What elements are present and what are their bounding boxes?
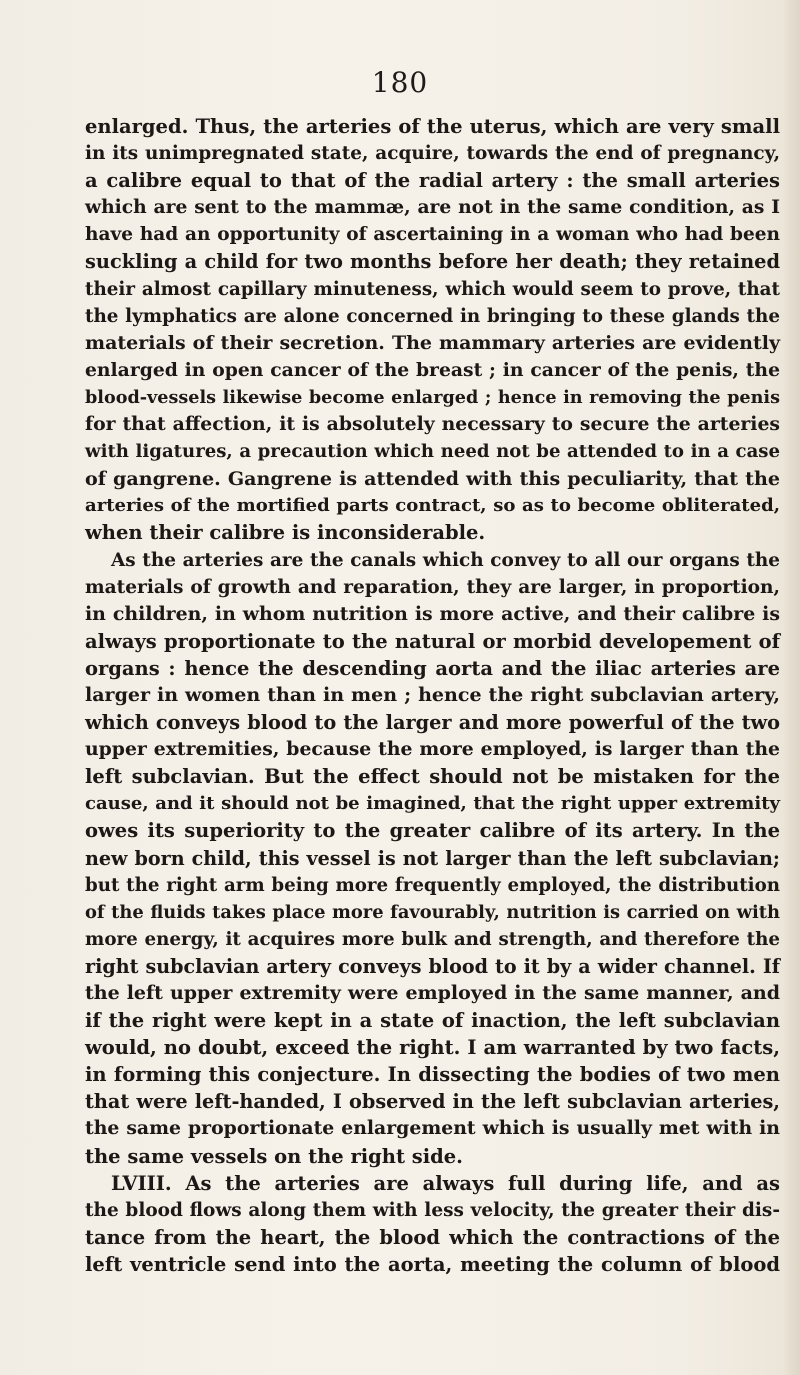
text-line: that were left-handed, I observed in the left subclavian arteries, bbox=[85, 1090, 780, 1114]
text-line: which are sent to the mammæ, are not in the same condition, as I bbox=[85, 196, 780, 219]
text-line: their almost capillary minuteness, which would seem to prove, that bbox=[85, 278, 780, 300]
text-line: would, no doubt, exceed the right. I am warranted by two facts, bbox=[85, 1036, 780, 1060]
text-line: owes its superiority to the greater calibre of its artery. In the bbox=[85, 819, 780, 843]
text-line: of gangrene. Gangrene is attended with this peculiarity, that the bbox=[85, 467, 780, 491]
text-line: new born child, this vessel is not larger than the left subclavian; bbox=[85, 846, 780, 870]
text-line: materials of growth and reparation, they are larger, in proportion, bbox=[85, 576, 780, 598]
text-line: LVIII. As the arteries are always full during life, and as bbox=[111, 1171, 780, 1195]
page-number: 180 bbox=[371, 66, 429, 99]
text-line: always proportionate to the natural or morbid developement of bbox=[85, 629, 780, 653]
text-line: enlarged. Thus, the arteries of the uterus, which are very small bbox=[85, 115, 780, 138]
text-line: of the fluids takes place more favourably, nutrition is carried on with bbox=[85, 901, 780, 923]
text-line: upper extremities, because the more employed, is larger than the bbox=[85, 738, 780, 761]
text-line: left ventricle send into the aorta, meeting the column of blood bbox=[85, 1252, 780, 1276]
text-line: in forming this conjecture. In dissecting the bodies of two men bbox=[85, 1063, 780, 1087]
text-line: left subclavian. But the effect should not be mistaken for the bbox=[85, 765, 780, 789]
text-line: larger in women than in men ; hence the right subclavian artery, bbox=[85, 683, 780, 706]
text-line: arteries of the mortified parts contract, so as to become obliterated, bbox=[85, 495, 780, 517]
text-line: with ligatures, a precaution which need not be attended to in a case bbox=[85, 441, 780, 463]
text-line: when their calibre is inconsiderable. bbox=[85, 521, 486, 545]
text-line: enlarged in open cancer of the breast ; in cancer of the penis, the bbox=[85, 358, 780, 381]
text-line: a calibre equal to that of the radial artery : the small arteries bbox=[85, 169, 780, 193]
text-line: tance from the heart, the blood which the contractions of the bbox=[85, 1225, 780, 1249]
text-line: the same proportionate enlargement which is usually met with in bbox=[85, 1117, 780, 1140]
text-line: in its unimpregnated state, acquire, towards the end of pregnancy, bbox=[85, 143, 780, 165]
text-line: which conveys blood to the larger and more powerful of the two bbox=[85, 711, 780, 735]
text-line: if the right were kept in a state of inaction, the left subclavian bbox=[85, 1009, 780, 1033]
body-text bbox=[85, 113, 780, 1278]
text-line: the left upper extremity were employed in the same manner, and bbox=[85, 982, 780, 1004]
text-line: the same vessels on the right side. bbox=[85, 1144, 463, 1168]
text-line: materials of their secretion. The mammary arteries are evidently bbox=[85, 331, 780, 354]
text-line: organs : hence the descending aorta and the iliac arteries are bbox=[85, 656, 780, 680]
text-line: suckling a child for two months before her death; they retained bbox=[85, 250, 780, 274]
text-line: As the arteries are the canals which convey to all our organs the bbox=[111, 549, 780, 571]
text-line: in children, in whom nutrition is more active, and their calibre is bbox=[85, 602, 780, 625]
text-line: the lymphatics are alone concerned in bringing to these glands the bbox=[85, 305, 780, 327]
text-line: blood-vessels likewise become enlarged ; hence in removing the penis bbox=[85, 386, 780, 408]
text-line: right subclavian artery conveys blood to it by a wider channel. If bbox=[85, 954, 780, 978]
text-line: for that affection, it is absolutely necessary to secure the arteries bbox=[85, 413, 780, 436]
text-line: have had an opportunity of ascertaining in a woman who had been bbox=[85, 224, 780, 246]
text-line: more energy, it acquires more bulk and strength, and therefore the bbox=[85, 928, 780, 950]
page-edge-shadow bbox=[782, 0, 800, 1375]
text-line: but the right arm being more frequently employed, the distribution bbox=[85, 874, 780, 896]
text-line: the blood flows along them with less velocity, the greater their dis- bbox=[85, 1199, 780, 1221]
text-line: cause, and it should not be imagined, that the right upper extremity bbox=[85, 793, 780, 815]
